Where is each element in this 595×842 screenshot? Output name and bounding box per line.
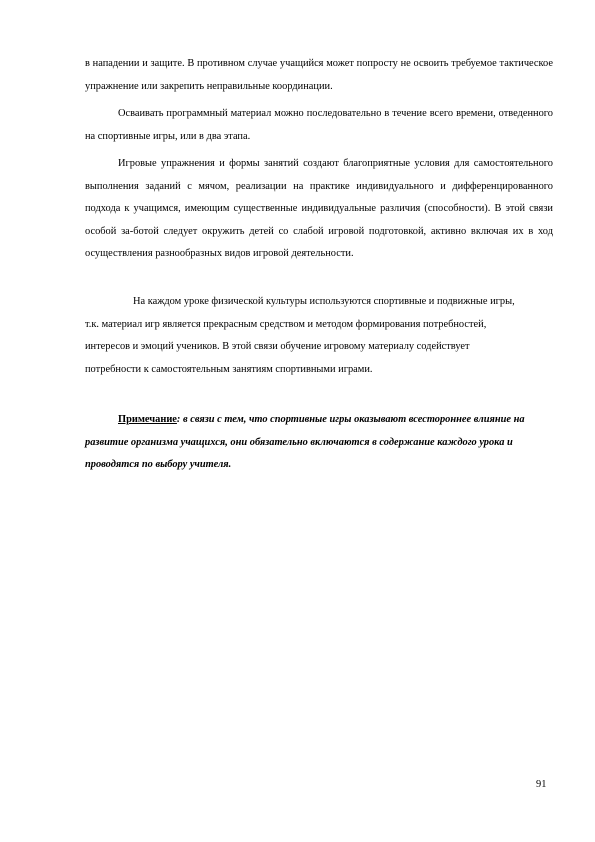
note-text: : в связи с тем, что спортивные игры оказывают всестороннее влияние на развитие организма учащихся, они обязательно включаются в содержание каждого урока и проводятся по выбору учителя.: [85, 414, 525, 470]
page-number: 91: [536, 779, 547, 790]
note-paragraph: [85, 409, 555, 477]
paragraph-1: в нападении и защите. В противном случае учащийся может попросту не освоить требуемое тактическое упражнение или закрепить неправильные координации.: [85, 58, 553, 92]
paragraph-4: На каждом уроке физической культуры используются спортивные и подвижные игры, т.к. материал игр является прекрасным средством и методом формирования потребностей, интересов и эмоций учеников. В этой связи обучение игровому материалу содействует потребности к самостоятельным занятиям спортивными играми.: [85, 296, 515, 375]
paragraph-3: Игровые упражнения и формы занятий создают благоприятные условия для самостоятельного выполнения заданий с мячом, реализации на практике индивидуального и дифференцированного подхода к учащимся, имеющим существенные индивидуальные различия (способности). В этой связи особой за-ботой следует окружить детей со слабой игровой подготовкой, активно включая их в ход осуществления разнообразных видов игровой деятельности.: [85, 158, 553, 259]
note-label: Примечание: [118, 414, 177, 425]
paragraph-2: Осваивать программный материал можно последовательно в течение всего времени, отведенного на спортивные игры, или в два этапа.: [85, 108, 553, 142]
